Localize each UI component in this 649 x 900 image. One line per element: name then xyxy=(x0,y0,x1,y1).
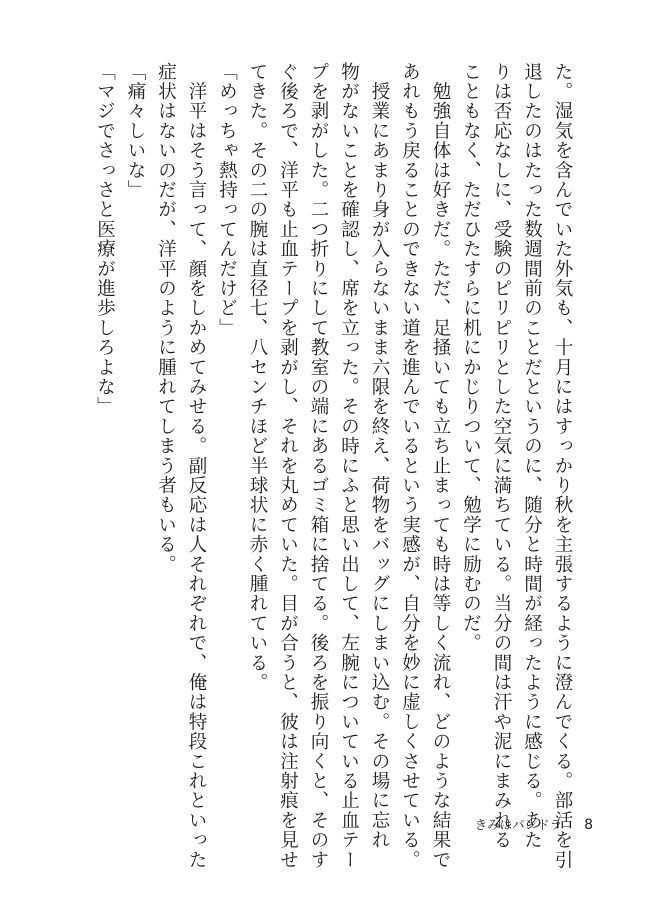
text-line: プを剥がした。二つ折りにして教室の端にあるゴミ箱に捨てる。後ろを振り向くと、そのす xyxy=(308,62,329,870)
text-line: 「痛々しいな」 xyxy=(125,62,146,200)
text-line: りは否応なしに、受験のピリピリとした空気に満ちている。当分の間は汗や泥にまみれる xyxy=(491,62,512,850)
text-line: ぐ後ろで、洋平も止血テープを剥がし、それを丸めていた。目が合うと、彼は注射痕を見せ xyxy=(277,62,299,870)
text-line: た。湿気を含んでいた外気も、十月にはすっかり秋を主張するように澄んでくる。部活を引 xyxy=(552,62,573,870)
text-line: あれもう戻ることのできない道を進んでいるという実感が、自分を妙に虚しくさせている。 xyxy=(399,62,421,870)
page-number: 8 xyxy=(584,817,593,833)
text-line: 物がないことを確認し、席を立った。その時にふと思い出して、左腕についている止血テー xyxy=(338,62,360,870)
text-line: 授業にあまり身が入らないまま六限を終え、荷物をバッグにしまい込む。その場に忘れ xyxy=(369,62,390,850)
text-line: 「めっちゃ熱持ってんだけど」 xyxy=(216,62,238,338)
running-title: きみはパンドラ xyxy=(474,817,563,832)
text-line: 退したのはたった数週間前のことだというのに、随分と時間が経ったように感じる。あた xyxy=(521,62,543,850)
text-line: てきた。その二の腕は直径七、八センチほど半球状に赤く腫れている。 xyxy=(247,62,268,693)
text-line: 「マジでさっさと医療が進歩しろよな」 xyxy=(94,62,116,417)
text-line: こともなく、ただひたすらに机にかじりついて、勉学に励むのだ。 xyxy=(460,62,482,653)
text-line: 症状はないのだが、洋平のように腫れてしまう者もいる。 xyxy=(155,62,177,575)
page-footer xyxy=(475,815,593,833)
text-line: 勉強自体は好きだ。ただ、足掻いても立ち止まっても時は等しく流れ、どのような結果で xyxy=(430,62,451,870)
text-line: 洋平はそう言って、顔をしかめてみせる。副反応は人それぞれで、俺は特段これといった xyxy=(186,62,207,870)
